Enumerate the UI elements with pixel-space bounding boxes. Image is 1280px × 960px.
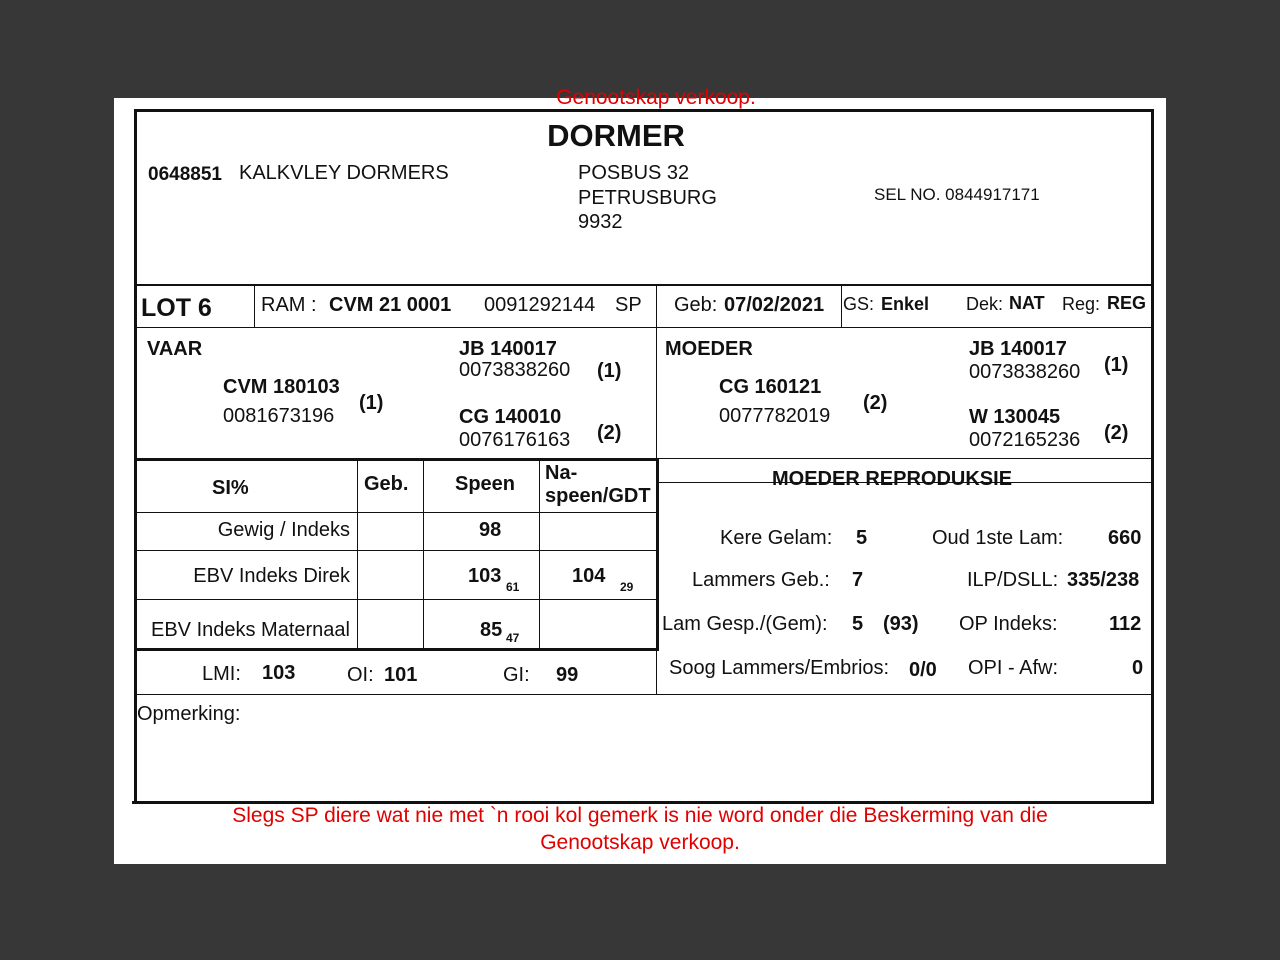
moeder-id: CG 160121 <box>719 376 822 398</box>
si-table-right <box>656 458 659 651</box>
geb-label: Geb: <box>674 294 718 316</box>
si-row-speen: 103 <box>468 565 502 587</box>
breeder-name: KALKVLEY DORMERS <box>239 162 449 184</box>
si-row-speen: 85 <box>480 619 503 641</box>
moeder-sire-id: JB 140017 <box>969 338 1067 360</box>
si-row-label: Gewig / Indeks <box>217 519 350 541</box>
si-row-label: EBV Indeks Maternaal <box>151 619 350 641</box>
phone-number: SEL NO. 0844917171 <box>874 185 1040 204</box>
dek-value: NAT <box>1009 293 1045 313</box>
oi-label: OI: <box>347 664 374 686</box>
ram-id: CVM 21 0001 <box>329 294 452 316</box>
lot-row-bottom-line <box>136 327 1152 328</box>
speen-header: Speen <box>455 473 516 495</box>
opmerking-label: Opmerking: <box>137 703 241 725</box>
top-clipped-notice: Genootskap verkoop. <box>556 86 756 109</box>
moeder-number: 0077782019 <box>719 405 831 427</box>
frame-left <box>134 109 137 804</box>
opi-value: 0 <box>1132 657 1144 679</box>
lammers-value: 7 <box>852 569 864 591</box>
lot-divider-2 <box>656 285 657 460</box>
vaar-sire-mark: (1) <box>597 360 622 382</box>
naspeen-header-2: speen/GDT <box>545 485 651 507</box>
frame-top <box>134 109 1154 112</box>
vaar-label: VAAR <box>147 338 203 360</box>
kere-value: 5 <box>856 527 868 549</box>
gesp-value: 5 <box>852 613 864 635</box>
breed-title: DORMER <box>547 118 685 153</box>
vaar-dam-mark: (2) <box>597 422 622 444</box>
si-row-label: EBV Indeks Direk <box>193 565 350 587</box>
si-col-1 <box>357 460 358 650</box>
vaar-dam-id: CG 140010 <box>459 406 562 428</box>
ram-label: RAM : <box>261 294 317 316</box>
si-row-line-3 <box>136 599 658 600</box>
gesp-label: Lam Gesp./(Gem): <box>662 613 828 635</box>
naspeen-header-1: Na- <box>545 462 578 484</box>
reg-label: Reg: <box>1062 294 1101 314</box>
moeder-label: MOEDER <box>665 338 753 360</box>
vaar-sire-number: 0073838260 <box>459 359 571 381</box>
moeder-dam-number: 0072165236 <box>969 429 1081 451</box>
si-row-naspeen: 104 <box>572 565 606 587</box>
kere-label: Kere Gelam: <box>720 527 833 549</box>
si-row-line-1 <box>136 512 658 513</box>
birth-date: 07/02/2021 <box>724 294 825 316</box>
lot-card-sheet <box>114 86 1166 864</box>
op-value: 112 <box>1109 613 1142 635</box>
moeder-dam-mark: (2) <box>1104 422 1129 444</box>
footer-notice-line-2: Genootskap verkoop. <box>540 831 740 854</box>
oud-label: Oud 1ste Lam: <box>932 527 1064 549</box>
si-row-line-2 <box>136 550 658 551</box>
ram-status: SP <box>615 294 642 316</box>
op-label: OP Indeks: <box>959 613 1058 635</box>
si-header: SI% <box>212 477 249 499</box>
reg-value: REG <box>1107 293 1147 313</box>
moeder-dam-id: W 130045 <box>969 406 1061 428</box>
lot-divider-3 <box>841 285 842 327</box>
address-line-1: POSBUS 32 <box>578 162 690 184</box>
moeder-sire-mark: (1) <box>1104 354 1129 376</box>
vaar-id: CVM 180103 <box>223 376 340 398</box>
repro-top <box>656 458 1152 459</box>
address-line-2: PETRUSBURG <box>578 187 717 209</box>
vaar-mark: (1) <box>359 392 384 414</box>
frame-right <box>1151 109 1154 804</box>
repro-title: MOEDER REPRODUKSIE <box>772 468 1013 490</box>
vaar-sire-id: JB 140017 <box>459 338 557 360</box>
gi-label: GI: <box>503 664 530 686</box>
lmi-label: LMI: <box>202 663 241 685</box>
si-row-speen-sub: 47 <box>506 631 520 645</box>
lammers-label: Lammers Geb.: <box>692 569 830 591</box>
gi-value: 99 <box>556 664 579 686</box>
lot-number: LOT 6 <box>141 294 212 322</box>
dek-label: Dek: <box>966 294 1004 314</box>
address-line-3: 9932 <box>578 211 623 233</box>
ilp-value: 335/238 <box>1067 569 1140 591</box>
moeder-sire-number: 0073838260 <box>969 361 1081 383</box>
breeder-number: 0648851 <box>148 164 222 185</box>
gs-value: Enkel <box>881 294 930 314</box>
si-row-speen: 98 <box>479 519 502 541</box>
si-row-naspeen-sub: 29 <box>620 580 634 594</box>
lmi-value: 103 <box>262 662 296 684</box>
opi-label: OPI - Afw: <box>968 657 1059 679</box>
si-table-top <box>136 458 658 461</box>
soog-value: 0/0 <box>909 659 937 681</box>
si-col-3 <box>539 460 540 650</box>
vaar-dam-number: 0076176163 <box>459 429 571 451</box>
moeder-mark: (2) <box>863 392 888 414</box>
gem-value: (93) <box>883 613 919 635</box>
si-table-bottom <box>136 648 658 651</box>
oi-value: 101 <box>384 664 418 686</box>
footer-notice-line-1: Slegs SP diere wat nie met `n rooi kol gemerk is nie word onder die Beskerming van die <box>232 804 1048 827</box>
ilp-label: ILP/DSLL: <box>967 569 1059 591</box>
ram-number: 0091292144 <box>484 294 596 316</box>
gs-label: GS: <box>843 294 875 314</box>
vaar-number: 0081673196 <box>223 405 335 427</box>
si-row-speen-sub: 61 <box>506 580 520 594</box>
geb-header: Geb. <box>364 473 409 495</box>
soog-label: Soog Lammers/Embrios: <box>669 657 890 679</box>
opmerking-top-line <box>136 694 1152 695</box>
lot-row-top-line <box>136 284 1152 286</box>
lot-divider-1 <box>254 285 255 327</box>
si-col-2 <box>423 460 424 650</box>
oud-value: 660 <box>1108 527 1142 549</box>
gi-divider <box>656 651 657 694</box>
